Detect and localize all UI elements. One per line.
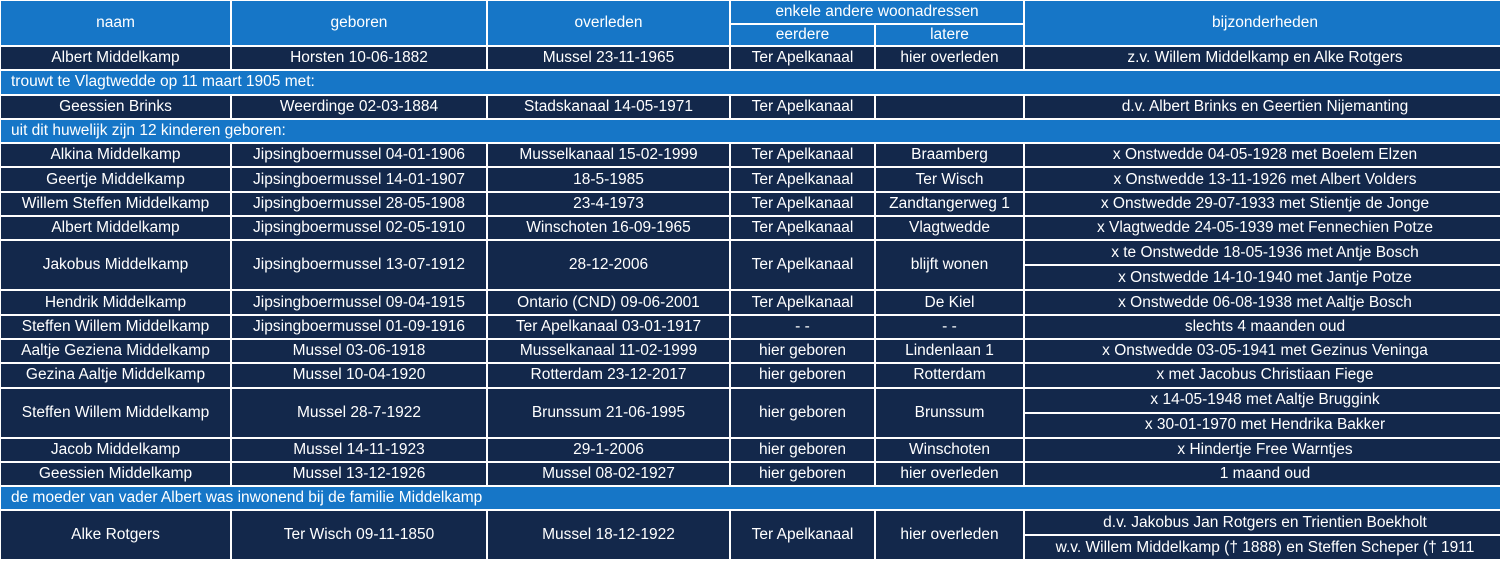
cell-eerdere: Ter Apelkanaal xyxy=(731,47,874,69)
cell-geboren: Mussel 03-06-1918 xyxy=(232,340,486,362)
cell-naam: Aaltje Geziena Middelkamp xyxy=(1,340,230,362)
cell-geboren: Jipsingboermussel 28-05-1908 xyxy=(232,193,486,215)
cell-eerdere: hier geboren xyxy=(731,340,874,362)
section-row xyxy=(1,487,1500,509)
cell-naam: Geertje Middelkamp xyxy=(1,168,230,190)
cell-eerdere: Ter Apelkanaal xyxy=(731,217,874,239)
cell-geboren: Mussel 10-04-1920 xyxy=(232,364,486,386)
cell-bijzonderheden: x te Onstwedde 18-05-1936 met Antje Bosch xyxy=(1025,241,1500,264)
cell-naam: Geessien Brinks xyxy=(1,96,230,118)
cell-naam: Steffen Willem Middelkamp xyxy=(1,316,230,338)
cell-naam: Jakobus Middelkamp xyxy=(1,241,230,289)
cell-latere: hier overleden xyxy=(876,47,1023,69)
cell-bijzonderheden: 1 maand oud xyxy=(1025,463,1500,485)
cell-latere: Winschoten xyxy=(876,439,1023,461)
person-row xyxy=(1,193,1500,215)
person-row xyxy=(1,241,1500,264)
person-row xyxy=(1,389,1500,412)
cell-overleden: Mussel 18-12-1922 xyxy=(488,511,729,559)
cell-overleden: Rotterdam 23-12-2017 xyxy=(488,364,729,386)
cell-bijzonderheden: slechts 4 maanden oud xyxy=(1025,316,1500,338)
cell-bijzonderheden: x Onstwedde 03-05-1941 met Gezinus Veninga xyxy=(1025,340,1500,362)
cell-bijzonderheden: x Hindertje Free Warntjes xyxy=(1025,439,1500,461)
person-row xyxy=(1,364,1500,386)
header-eerdere: eerdere xyxy=(731,25,874,45)
cell-latere: Vlagtwedde xyxy=(876,217,1023,239)
cell-bijzonderheden: z.v. Willem Middelkamp en Alke Rotgers xyxy=(1025,47,1500,69)
cell-bijzonderheden: d.v. Albert Brinks en Geertien Nijemanting xyxy=(1025,96,1500,118)
cell-eerdere: Ter Apelkanaal xyxy=(731,144,874,166)
cell-geboren: Mussel 13-12-1926 xyxy=(232,463,486,485)
cell-eerdere: hier geboren xyxy=(731,389,874,437)
cell-latere: blijft wonen xyxy=(876,241,1023,289)
cell-latere: Zandtangerweg 1 xyxy=(876,193,1023,215)
cell-bijzonderheden: x Onstwedde 14-10-1940 met Jantje Potze xyxy=(1025,266,1500,289)
cell-overleden: Brunssum 21-06-1995 xyxy=(488,389,729,437)
cell-overleden: Winschoten 16-09-1965 xyxy=(488,217,729,239)
person-row xyxy=(1,217,1500,239)
cell-naam: Willem Steffen Middelkamp xyxy=(1,193,230,215)
cell-latere: hier overleden xyxy=(876,511,1023,559)
section-label: uit dit huwelijk zijn 12 kinderen geboren: xyxy=(1,120,1500,142)
section-label: de moeder van vader Albert was inwonend bij de familie Middelkamp xyxy=(1,487,1500,509)
cell-eerdere: Ter Apelkanaal xyxy=(731,168,874,190)
person-row xyxy=(1,96,1500,118)
header-row xyxy=(1,1,1500,23)
person-row xyxy=(1,168,1500,190)
cell-latere: Braamberg xyxy=(876,144,1023,166)
cell-latere: - - xyxy=(876,316,1023,338)
cell-overleden: 28-12-2006 xyxy=(488,241,729,289)
person-row xyxy=(1,439,1500,461)
cell-naam: Geessien Middelkamp xyxy=(1,463,230,485)
header-woonadressen: enkele andere woonadressen xyxy=(731,1,1023,23)
cell-naam: Hendrik Middelkamp xyxy=(1,291,230,313)
cell-naam: Alkina Middelkamp xyxy=(1,144,230,166)
cell-bijzonderheden: w.v. Willem Middelkamp († 1888) en Steffen Scheper († 1911 xyxy=(1025,536,1500,559)
cell-latere: hier overleden xyxy=(876,463,1023,485)
cell-overleden: Mussel 23-11-1965 xyxy=(488,47,729,69)
header-overleden: overleden xyxy=(488,1,729,45)
cell-bijzonderheden: x Vlagtwedde 24-05-1939 met Fennechien Potze xyxy=(1025,217,1500,239)
cell-naam: Steffen Willem Middelkamp xyxy=(1,389,230,437)
cell-geboren: Jipsingboermussel 09-04-1915 xyxy=(232,291,486,313)
cell-naam: Gezina Aaltje Middelkamp xyxy=(1,364,230,386)
cell-eerdere: hier geboren xyxy=(731,364,874,386)
person-row xyxy=(1,47,1500,69)
cell-latere: Brunssum xyxy=(876,389,1023,437)
cell-geboren: Jipsingboermussel 02-05-1910 xyxy=(232,217,486,239)
cell-overleden: 18-5-1985 xyxy=(488,168,729,190)
cell-latere: Lindenlaan 1 xyxy=(876,340,1023,362)
cell-geboren: Jipsingboermussel 01-09-1916 xyxy=(232,316,486,338)
cell-latere xyxy=(876,96,1023,118)
cell-naam: Albert Middelkamp xyxy=(1,217,230,239)
cell-bijzonderheden: x 30-01-1970 met Hendrika Bakker xyxy=(1025,414,1500,437)
cell-geboren: Jipsingboermussel 14-01-1907 xyxy=(232,168,486,190)
cell-eerdere: - - xyxy=(731,316,874,338)
person-row xyxy=(1,316,1500,338)
cell-latere: Rotterdam xyxy=(876,364,1023,386)
cell-geboren: Ter Wisch 09-11-1850 xyxy=(232,511,486,559)
cell-geboren: Jipsingboermussel 04-01-1906 xyxy=(232,144,486,166)
cell-bijzonderheden: x Onstwedde 04-05-1928 met Boelem Elzen xyxy=(1025,144,1500,166)
cell-overleden: Stadskanaal 14-05-1971 xyxy=(488,96,729,118)
cell-bijzonderheden: x Onstwedde 29-07-1933 met Stientje de Jonge xyxy=(1025,193,1500,215)
person-row xyxy=(1,340,1500,362)
cell-latere: De Kiel xyxy=(876,291,1023,313)
person-row xyxy=(1,463,1500,485)
cell-eerdere: Ter Apelkanaal xyxy=(731,193,874,215)
cell-bijzonderheden: x Onstwedde 06-08-1938 met Aaltje Bosch xyxy=(1025,291,1500,313)
cell-geboren: Mussel 14-11-1923 xyxy=(232,439,486,461)
cell-geboren: Horsten 10-06-1882 xyxy=(232,47,486,69)
header-geboren: geboren xyxy=(232,1,486,45)
cell-naam: Albert Middelkamp xyxy=(1,47,230,69)
cell-bijzonderheden: d.v. Jakobus Jan Rotgers en Trientien Boekholt xyxy=(1025,511,1500,534)
cell-geboren: Mussel 28-7-1922 xyxy=(232,389,486,437)
cell-geboren: Weerdinge 02-03-1884 xyxy=(232,96,486,118)
section-row xyxy=(1,120,1500,142)
cell-overleden: Mussel 08-02-1927 xyxy=(488,463,729,485)
cell-eerdere: Ter Apelkanaal xyxy=(731,511,874,559)
person-row xyxy=(1,291,1500,313)
cell-latere: Ter Wisch xyxy=(876,168,1023,190)
cell-eerdere: hier geboren xyxy=(731,439,874,461)
cell-bijzonderheden: x met Jacobus Christiaan Fiege xyxy=(1025,364,1500,386)
cell-overleden: Musselkanaal 15-02-1999 xyxy=(488,144,729,166)
cell-naam: Alke Rotgers xyxy=(1,511,230,559)
cell-overleden: 29-1-2006 xyxy=(488,439,729,461)
person-row xyxy=(1,144,1500,166)
cell-bijzonderheden: x Onstwedde 13-11-1926 met Albert Volders xyxy=(1025,168,1500,190)
cell-overleden: Musselkanaal 11-02-1999 xyxy=(488,340,729,362)
cell-overleden: Ontario (CND) 09-06-2001 xyxy=(488,291,729,313)
cell-overleden: 23-4-1973 xyxy=(488,193,729,215)
section-label: trouwt te Vlagtwedde op 11 maart 1905 met: xyxy=(1,71,1500,93)
cell-naam: Jacob Middelkamp xyxy=(1,439,230,461)
person-row xyxy=(1,511,1500,534)
cell-eerdere: hier geboren xyxy=(731,463,874,485)
cell-geboren: Jipsingboermussel 13-07-1912 xyxy=(232,241,486,289)
cell-eerdere: Ter Apelkanaal xyxy=(731,96,874,118)
cell-overleden: Ter Apelkanaal 03-01-1917 xyxy=(488,316,729,338)
section-row xyxy=(1,71,1500,93)
cell-bijzonderheden: x 14-05-1948 met Aaltje Bruggink xyxy=(1025,389,1500,412)
header-naam: naam xyxy=(1,1,230,45)
cell-eerdere: Ter Apelkanaal xyxy=(731,241,874,289)
header-latere: latere xyxy=(876,25,1023,45)
cell-eerdere: Ter Apelkanaal xyxy=(731,291,874,313)
header-bijzonderheden: bijzonderheden xyxy=(1025,1,1500,45)
